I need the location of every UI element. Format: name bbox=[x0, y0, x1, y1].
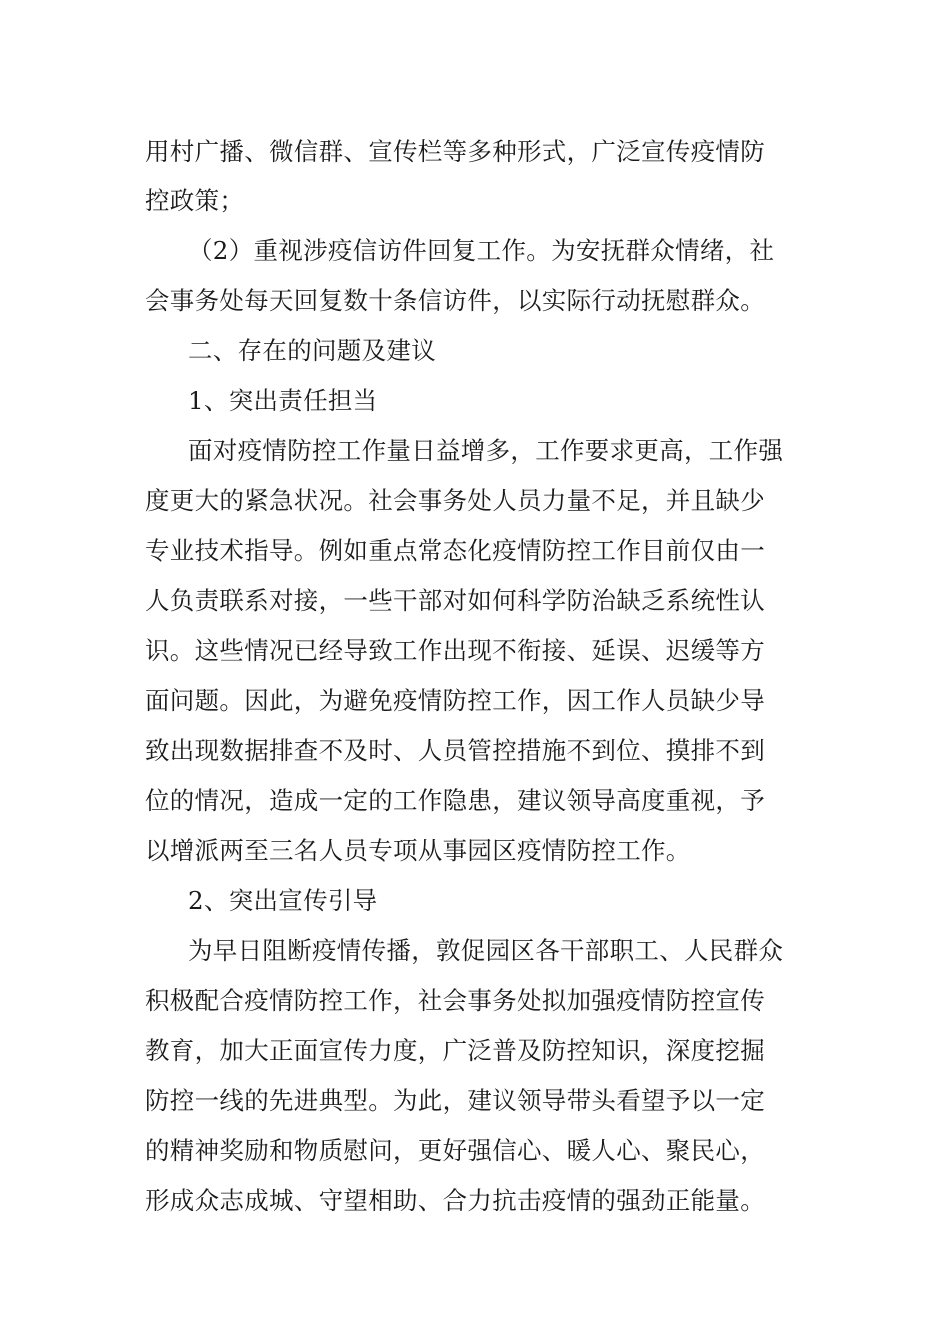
text-line: 形成众志成城、守望相助、合力抗击疫情的强劲正能量。 bbox=[145, 1186, 765, 1215]
subsection-heading: 2、突出宣传引导 bbox=[188, 886, 378, 915]
text-line: 积极配合疫情防控工作，社会事务处拟加强疫情防控宣传 bbox=[145, 986, 765, 1015]
paragraph-first-line: 为早日阻断疫情传播，敦促园区各干部职工、人民群众 bbox=[188, 936, 784, 965]
text-line: 的精神奖励和物质慰问，更好强信心、暖人心、聚民心， bbox=[145, 1136, 765, 1165]
text-line: 度更大的紧急状况。社会事务处人员力量不足，并且缺少 bbox=[145, 486, 765, 515]
text-line: 用村广播、微信群、宣传栏等多种形式，广泛宣传疫情防 bbox=[145, 137, 765, 166]
text-line: 防控一线的先进典型。为此，建议领导带头看望予以一定 bbox=[145, 1086, 765, 1115]
paragraph-first-line: 面对疫情防控工作量日益增多，工作要求更高，工作强 bbox=[188, 436, 784, 465]
text-line: 会事务处每天回复数十条信访件，以实际行动抚慰群众。 bbox=[145, 286, 765, 315]
subsection-heading: （2）重视涉疫信访件回复工作。为安抚群众情绪，社 bbox=[188, 236, 775, 265]
text-line: 识。这些情况已经导致工作出现不衔接、延误、迟缓等方 bbox=[145, 636, 765, 665]
text-line: 人负责联系对接，一些干部对如何科学防治缺乏系统性认 bbox=[145, 586, 765, 615]
text-line: 教育，加大正面宣传力度，广泛普及防控知识，深度挖掘 bbox=[145, 1036, 765, 1065]
text-line: 专业技术指导。例如重点常态化疫情防控工作目前仅由一 bbox=[145, 536, 765, 565]
text-line: 以增派两至三名人员专项从事园区疫情防控工作。 bbox=[145, 836, 691, 865]
text-line: 面问题。因此，为避免疫情防控工作，因工作人员缺少导 bbox=[145, 686, 765, 715]
section-heading: 二、存在的问题及建议 bbox=[188, 336, 436, 365]
text-line: 位的情况，造成一定的工作隐患，建议领导高度重视，予 bbox=[145, 786, 765, 815]
text-line: 致出现数据排查不及时、人员管控措施不到位、摸排不到 bbox=[145, 736, 765, 765]
text-line: 控政策； bbox=[145, 186, 245, 215]
subsection-heading: 1、突出责任担当 bbox=[188, 386, 378, 415]
